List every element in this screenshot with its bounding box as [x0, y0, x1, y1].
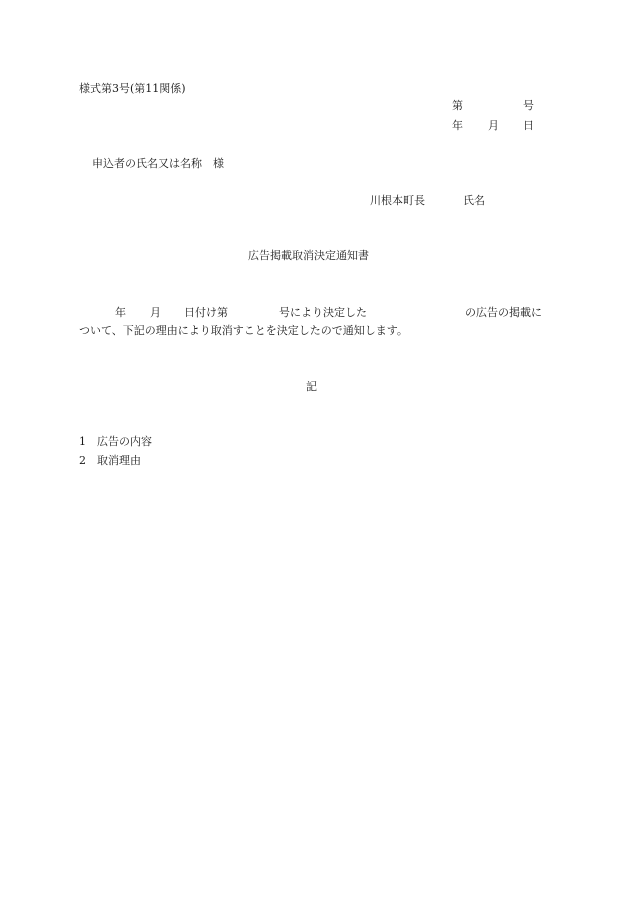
date-year: 年 — [452, 119, 463, 132]
body-ad-of: の広告の掲載に — [465, 306, 542, 319]
body-line-2: ついて、下記の理由により取消すことを決定したので通知します。 — [79, 324, 408, 337]
form-id: 様式第3号(第11関係) — [79, 82, 186, 95]
document-title: 広告掲載取消決定通知書 — [248, 249, 369, 262]
list-item — [79, 455, 141, 466]
sender-org: 川根本町長 — [370, 194, 425, 207]
item-label: 取消理由 — [97, 454, 141, 467]
date-day: 日 — [523, 119, 534, 132]
body-decided: 号により決定した — [279, 306, 367, 319]
number-suffix: 号 — [523, 99, 534, 112]
date-month: 月 — [488, 119, 499, 132]
item-number: 2 — [79, 454, 86, 467]
ki-heading: 記 — [306, 380, 317, 393]
number-prefix: 第 — [452, 99, 463, 112]
sender-name-label: 氏名 — [463, 194, 485, 207]
body-dated-no: 日付け第 — [184, 306, 228, 319]
list-item — [79, 436, 152, 447]
body-year: 年 — [115, 306, 126, 319]
addressee: 申込者の氏名又は名称 様 — [92, 157, 224, 170]
item-label: 広告の内容 — [97, 435, 152, 448]
body-month: 月 — [150, 306, 161, 319]
item-number: 1 — [79, 435, 86, 448]
